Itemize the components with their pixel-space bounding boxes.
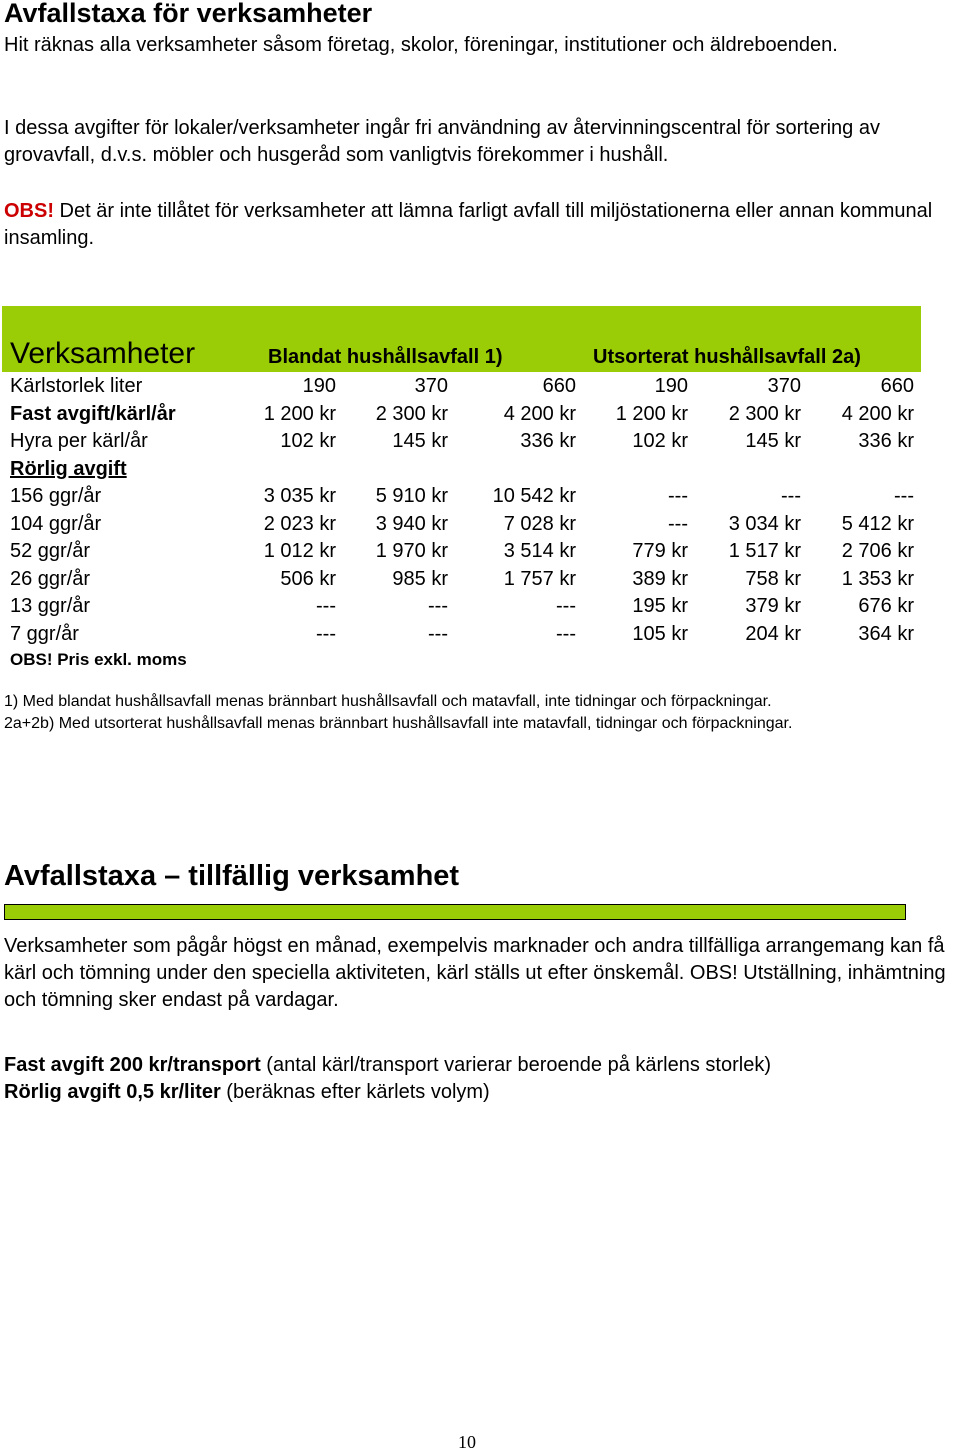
table-cell: 389 kr (632, 568, 688, 590)
table-cell: 2 706 kr (841, 540, 914, 562)
table-cell: 3 034 kr (728, 513, 801, 535)
table-cell: 105 kr (632, 623, 688, 645)
table-row (10, 483, 916, 510)
row-label: 13 ggr/år (10, 595, 91, 617)
table-cell: 985 kr (392, 568, 448, 590)
row-label: Fast avgift/kärl/år (10, 403, 176, 425)
rorlig-avgift-line (4, 1079, 954, 1106)
intro-paragraph-2: I dessa avgifter för lokaler/verksamheter ingår fri användning av återvinningscentral för sortering av grovavfall, d.v.s. möbler och husgeråd som vanligtvis förekommer i hushåll. (4, 117, 880, 166)
table-cell: 1 757 kr (503, 568, 576, 590)
table-cell: 2 300 kr (375, 403, 448, 425)
table-cell: --- (316, 595, 336, 617)
table-cell: --- (781, 485, 801, 507)
table-cell: 204 kr (745, 623, 801, 645)
table-row (10, 456, 916, 483)
row-label: 156 ggr/år (10, 485, 102, 507)
table-cell: 10 542 kr (492, 485, 576, 507)
table-cell: 370 (414, 375, 448, 397)
table-cell: 379 kr (745, 595, 801, 617)
table-header-label: Verksamheter (10, 337, 196, 370)
page-number: 10 (458, 1432, 476, 1452)
page-title: Avfallstaxa för verksamheter (4, 0, 373, 28)
table-cell: 4 200 kr (841, 403, 914, 425)
table-cell: 3 514 kr (503, 540, 576, 562)
row-label: 52 ggr/år (10, 540, 91, 562)
table-row (10, 593, 916, 620)
table-cell: 3 940 kr (375, 513, 448, 535)
table-row (10, 566, 916, 593)
table-cell: 779 kr (632, 540, 688, 562)
table-cell: 102 kr (632, 430, 688, 452)
table-cell: 7 028 kr (503, 513, 576, 535)
table-cell: 506 kr (280, 568, 336, 590)
table-cell: 1 517 kr (728, 540, 801, 562)
table-cell: 145 kr (392, 430, 448, 452)
table-row (10, 511, 916, 538)
row-label: Hyra per kärl/år (10, 430, 148, 452)
table-cell: 2 023 kr (263, 513, 336, 535)
table-cell: 660 (542, 375, 576, 397)
table-cell: 336 kr (858, 430, 914, 452)
table-cell: 2 300 kr (728, 403, 801, 425)
table-group-blandat: Blandat hushållsavfall 1) (268, 346, 503, 368)
rorlig-avgift-text: (beräknas efter kärlets volym) (220, 1081, 490, 1103)
row-label: 104 ggr/år (10, 513, 102, 535)
table-group-utsorterat: Utsorterat hushållsavfall 2a) (593, 346, 861, 368)
table-cell: 102 kr (280, 430, 336, 452)
table-cell: --- (668, 513, 688, 535)
table-row (10, 373, 916, 400)
table-row (10, 538, 916, 565)
table-cell: 3 035 kr (263, 485, 336, 507)
table-cell: 758 kr (745, 568, 801, 590)
rorlig-avgift-label: Rörlig avgift 0,5 kr/liter (4, 1081, 221, 1103)
table-cell: 1 012 kr (263, 540, 336, 562)
table-cell: --- (556, 595, 576, 617)
table-cell: 364 kr (858, 623, 914, 645)
table-cell: --- (428, 623, 448, 645)
footnote-1: 1) Med blandat hushållsavfall menas brännbart hushållsavfall och matavfall, inte tidningar och förpackningar. (4, 693, 772, 710)
table-cell: --- (668, 485, 688, 507)
obs-moms-note: OBS! Pris exkl. moms (10, 650, 187, 669)
footnote-2: 2a+2b) Med utsorterat hushållsavfall menas brännbart hushållsavfall inte matavfall, tidningar och förpackningar. (4, 715, 793, 732)
fast-avgift-label: Fast avgift 200 kr/transport (4, 1054, 261, 1076)
fast-avgift-line (4, 1052, 954, 1079)
table-row (10, 428, 916, 455)
table-cell: 676 kr (858, 595, 914, 617)
table-cell: 145 kr (745, 430, 801, 452)
table-cell: 5 412 kr (841, 513, 914, 535)
table-row (10, 401, 916, 428)
section-green-bar (4, 904, 906, 920)
table-cell: 4 200 kr (503, 403, 576, 425)
table-cell: 1 970 kr (375, 540, 448, 562)
obs-label: OBS! (4, 200, 54, 222)
obs-paragraph (4, 198, 954, 252)
row-label: 7 ggr/år (10, 623, 79, 645)
temporary-description: Verksamheter som pågår högst en månad, exempelvis marknader och andra tillfälliga arrangemang kan få kärl och tömning under den speciella aktiviteten, kärl ställs ut efter önskemål. OBS! Utställning, inhämtning och tömning sker endast på vardagar. (4, 935, 946, 1011)
table-cell: --- (428, 595, 448, 617)
table-cell: --- (316, 623, 336, 645)
table-cell: 660 (880, 375, 914, 397)
row-label: 26 ggr/år (10, 568, 91, 590)
table-row (10, 621, 916, 648)
intro-paragraph: Hit räknas alla verksamheter såsom företag, skolor, föreningar, institutioner och äldreboenden. (4, 34, 838, 56)
table-cell: 5 910 kr (375, 485, 448, 507)
table-cell: 370 (767, 375, 801, 397)
table-cell: 190 (302, 375, 336, 397)
table-cell: 1 200 kr (615, 403, 688, 425)
table-cell: --- (556, 623, 576, 645)
table-cell: --- (894, 485, 914, 507)
table-cell: 1 200 kr (263, 403, 336, 425)
table-cell: 195 kr (632, 595, 688, 617)
section-title-temporary: Avfallstaxa – tillfällig verksamhet (4, 860, 460, 892)
table-cell: 336 kr (520, 430, 576, 452)
row-label: Kärlstorlek liter (10, 375, 143, 397)
obs-text: Det är inte tillåtet för verksamheter att lämna farligt avfall till miljöstationerna eller annan kommunal insamling. (4, 200, 933, 249)
fast-avgift-text: (antal kärl/transport varierar beroende på kärlens storlek) (260, 1054, 771, 1076)
table-cell: 190 (654, 375, 688, 397)
row-label: Rörlig avgift (10, 458, 127, 480)
table-cell: 1 353 kr (841, 568, 914, 590)
